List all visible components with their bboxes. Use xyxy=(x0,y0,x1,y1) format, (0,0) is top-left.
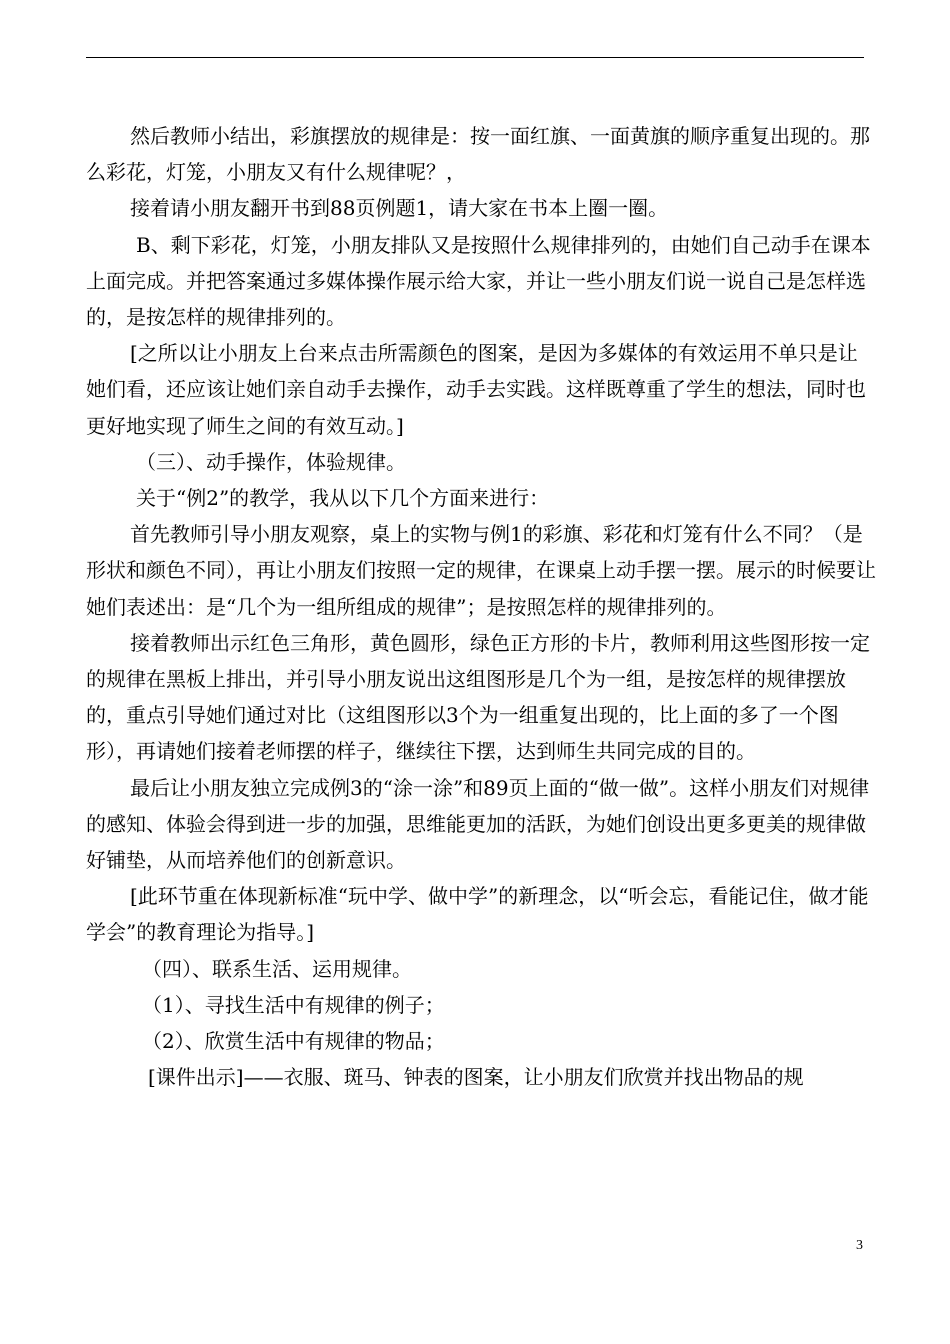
paragraph: 接着教师出示红色三角形，黄色圆形，绿色正方形的卡片，教师利用这些图形按一定的规律在黑板上排出，并引导小朋友说出这组图形是几个为一组，是按怎样的规律摆放的，重点引导她们通过对比（这组图形以3个为一组重复出现的，比上面的多了一个图形），再请她们接着老师摆的样子，继续往下摆，达到师生共同完成的目的。 xyxy=(86,630,870,764)
page-number: 3 xyxy=(856,1238,863,1253)
section-heading: （三）、动手操作，体验规律。 xyxy=(136,449,406,474)
paragraph: [课件出示]——衣服、斑马、钟表的图案，让小朋友们欣赏并找出物品的规 xyxy=(148,1065,804,1090)
paragraph: 首先教师引导小朋友观察，桌上的实物与例1的彩旗、彩花和灯笼有什么不同？（是形状和颜色不同），再让小朋友们按照一定的规律，在课桌上动手摆一摆。展示的时候要让她们表述出：是“几个为一组所组成的规律”；是按照怎样的规律排列的。 xyxy=(86,522,876,619)
header-rule xyxy=(86,57,864,58)
list-item: （1）、寻找生活中有规律的例子； xyxy=(142,992,445,1017)
section-heading: （四）、联系生活、运用规律。 xyxy=(142,956,412,981)
paragraph: 然后教师小结出，彩旗摆放的规律是：按一面红旗、一面黄旗的顺序重复出现的。那么彩花，灯笼，小朋友又有什么规律呢？， xyxy=(86,124,870,185)
paragraph: 最后让小朋友独立完成例3的“涂一涂”和89页上面的“做一做”。这样小朋友们对规律的感知、体验会得到进一步的加强，思维能更加的活跃，为她们创设出更多更美的规律做好铺垫，从而培养他们的创新意识。 xyxy=(86,775,870,873)
paragraph: [之所以让小朋友上台来点击所需颜色的图案，是因为多媒体的有效运用不单只是让她们看，还应该让她们亲自动手去操作，动手去实践。这样既尊重了学生的想法，同时也更好地实现了师生之间的有效互动。] xyxy=(86,341,866,438)
paragraph: B、剩下彩花，灯笼，小朋友排队又是按照什么规律排列的，由她们自己动手在课本上面完成。并把答案通过多媒体操作展示给大家，并让一些小朋友们说一说自己是怎样选的，是按怎样的规律排列的。 xyxy=(86,232,871,330)
document-body xyxy=(86,118,876,1095)
list-item: （2）、欣赏生活中有规律的物品； xyxy=(142,1029,445,1054)
paragraph: 接着请小朋友翻开书到88页例题1，请大家在书本上圈一圈。 xyxy=(130,196,669,221)
paragraph: 关于“例2”的教学，我从以下几个方面来进行： xyxy=(136,486,550,511)
paragraph: [此环节重在体现新标准“玩中学、做中学”的新理念，以“听会忘，看能记住，做才能学会”的教育理论为指导。] xyxy=(86,884,869,945)
